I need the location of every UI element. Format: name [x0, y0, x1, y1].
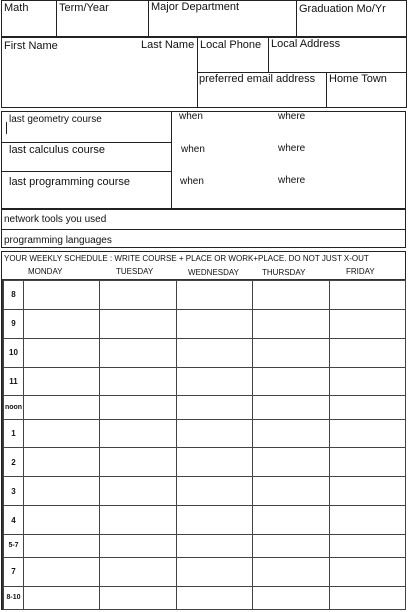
local-phone-field[interactable]: Local Phone	[200, 39, 262, 51]
day-header-friday: FRIDAY	[346, 267, 375, 276]
geometry-when-label[interactable]: when	[179, 111, 203, 122]
schedule-cell[interactable]	[176, 477, 252, 506]
schedule-cell[interactable]	[100, 534, 176, 557]
schedule-cell[interactable]	[253, 448, 329, 477]
course-history-block	[1, 111, 406, 209]
schedule-cell[interactable]	[24, 477, 100, 506]
schedule-row	[4, 419, 406, 448]
schedule-cell[interactable]	[24, 309, 100, 338]
schedule-row	[4, 586, 406, 609]
schedule-cell[interactable]	[24, 281, 100, 310]
schedule-cell[interactable]	[176, 367, 252, 396]
divider	[326, 72, 327, 108]
day-header-thursday: THURSDAY	[262, 268, 306, 277]
text-cursor	[6, 122, 7, 134]
divider	[56, 0, 57, 37]
schedule-cell[interactable]	[329, 448, 405, 477]
local-address-field[interactable]: Local Address	[271, 38, 341, 50]
time-label: 8-10	[4, 586, 24, 609]
programming-when-label[interactable]: when	[180, 176, 204, 187]
schedule-cell[interactable]	[253, 281, 329, 310]
schedule-title: YOUR WEEKLY SCHEDULE : WRITE COURSE + PLACE OR WORK+PLACE. DO NOT JUST X-OUT	[4, 254, 369, 263]
schedule-cell[interactable]	[24, 419, 100, 448]
day-header-wednesday: WEDNESDAY	[188, 268, 239, 277]
schedule-cell[interactable]	[100, 309, 176, 338]
geometry-course-label[interactable]: last geometry course	[9, 114, 102, 125]
schedule-cell[interactable]	[176, 396, 252, 419]
first-name-field[interactable]: First Name	[4, 40, 58, 52]
geometry-where-label[interactable]: where	[278, 111, 306, 122]
schedule-cell[interactable]	[253, 506, 329, 535]
schedule-cell[interactable]	[24, 367, 100, 396]
schedule-grid	[2, 279, 406, 610]
schedule-cell[interactable]	[329, 558, 405, 587]
schedule-cell[interactable]	[176, 506, 252, 535]
schedule-cell[interactable]	[176, 586, 252, 609]
schedule-cell[interactable]	[100, 396, 176, 419]
schedule-cell[interactable]	[100, 506, 176, 535]
term-year-field[interactable]: Term/Year	[59, 2, 109, 14]
schedule-cell[interactable]	[253, 477, 329, 506]
programming-course-label[interactable]: last programming course	[9, 176, 131, 188]
schedule-row	[4, 506, 406, 535]
schedule-cell[interactable]	[253, 586, 329, 609]
time-label: 9	[4, 309, 24, 338]
calculus-course-label[interactable]: last calculus course	[9, 144, 105, 156]
time-label: 8	[4, 281, 24, 310]
programming-where-label[interactable]: where	[278, 175, 306, 186]
schedule-cell[interactable]	[329, 338, 405, 367]
schedule-cell[interactable]	[176, 534, 252, 557]
calculus-where-label[interactable]: where	[278, 143, 306, 154]
schedule-cell[interactable]	[329, 477, 405, 506]
schedule-cell[interactable]	[176, 558, 252, 587]
schedule-cell[interactable]	[329, 586, 405, 609]
time-label: 2	[4, 448, 24, 477]
divider	[148, 0, 149, 37]
schedule-cell[interactable]	[100, 281, 176, 310]
schedule-cell[interactable]	[253, 338, 329, 367]
time-label: 11	[4, 367, 24, 396]
schedule-cell[interactable]	[176, 448, 252, 477]
time-label: 5-7	[4, 534, 24, 557]
schedule-cell[interactable]	[253, 367, 329, 396]
schedule-cell[interactable]	[253, 309, 329, 338]
schedule-cell[interactable]	[100, 338, 176, 367]
schedule-row	[4, 309, 406, 338]
schedule-row	[4, 477, 406, 506]
math-label: Math	[4, 2, 29, 14]
schedule-cell[interactable]	[253, 534, 329, 557]
divider	[171, 111, 172, 209]
divider	[1, 171, 172, 172]
schedule-cell[interactable]	[329, 309, 405, 338]
time-label: 3	[4, 477, 24, 506]
major-department-field[interactable]: Major Department	[151, 1, 240, 13]
schedule-cell[interactable]	[253, 558, 329, 587]
schedule-cell[interactable]	[100, 586, 176, 609]
divider	[268, 37, 269, 73]
schedule-cell[interactable]	[329, 281, 405, 310]
schedule-cell[interactable]	[329, 419, 405, 448]
time-label: 1	[4, 419, 24, 448]
schedule-cell[interactable]	[24, 586, 100, 609]
schedule-row	[4, 448, 406, 477]
time-label: 10	[4, 338, 24, 367]
schedule-table	[3, 280, 406, 610]
calculus-when-label[interactable]: when	[181, 144, 205, 155]
divider	[1, 142, 172, 143]
schedule-cell[interactable]	[24, 396, 100, 419]
schedule-cell[interactable]	[100, 558, 176, 587]
home-town-field[interactable]: Home Town	[329, 73, 387, 85]
divider	[1, 229, 406, 230]
schedule-cell[interactable]	[24, 534, 100, 557]
day-header-tuesday: TUESDAY	[116, 267, 154, 276]
schedule-row	[4, 396, 406, 419]
schedule-cell[interactable]	[176, 419, 252, 448]
schedule-cell[interactable]	[24, 448, 100, 477]
schedule-cell[interactable]	[100, 367, 176, 396]
time-label: 7	[4, 558, 24, 587]
schedule-cell[interactable]	[100, 477, 176, 506]
schedule-row	[4, 367, 406, 396]
schedule-row	[4, 338, 406, 367]
schedule-cell[interactable]	[24, 558, 100, 587]
preferred-email-field[interactable]: preferred email address	[199, 73, 316, 85]
schedule-cell[interactable]	[253, 396, 329, 419]
graduation-field[interactable]: Graduation Mo/Yr	[299, 3, 386, 15]
last-name-field[interactable]: Last Name	[141, 39, 195, 51]
schedule-cell[interactable]	[176, 338, 252, 367]
divider	[296, 0, 297, 37]
schedule-cell[interactable]	[329, 396, 405, 419]
schedule-cell[interactable]	[176, 309, 252, 338]
schedule-row	[4, 281, 406, 310]
schedule-cell[interactable]	[329, 367, 405, 396]
schedule-cell[interactable]	[253, 419, 329, 448]
schedule-cell[interactable]	[176, 281, 252, 310]
schedule-row	[4, 558, 406, 587]
day-header-monday: MONDAY	[28, 267, 63, 276]
schedule-row	[4, 534, 406, 557]
schedule-cell[interactable]	[100, 419, 176, 448]
schedule-cell[interactable]	[329, 506, 405, 535]
programming-languages-field[interactable]: programming languages	[4, 235, 112, 246]
network-tools-field[interactable]: network tools you used	[4, 214, 107, 225]
schedule-cell[interactable]	[24, 506, 100, 535]
schedule-cell[interactable]	[329, 534, 405, 557]
schedule-cell[interactable]	[24, 338, 100, 367]
time-label: noon	[4, 396, 24, 419]
schedule-cell[interactable]	[100, 448, 176, 477]
time-label: 4	[4, 506, 24, 535]
